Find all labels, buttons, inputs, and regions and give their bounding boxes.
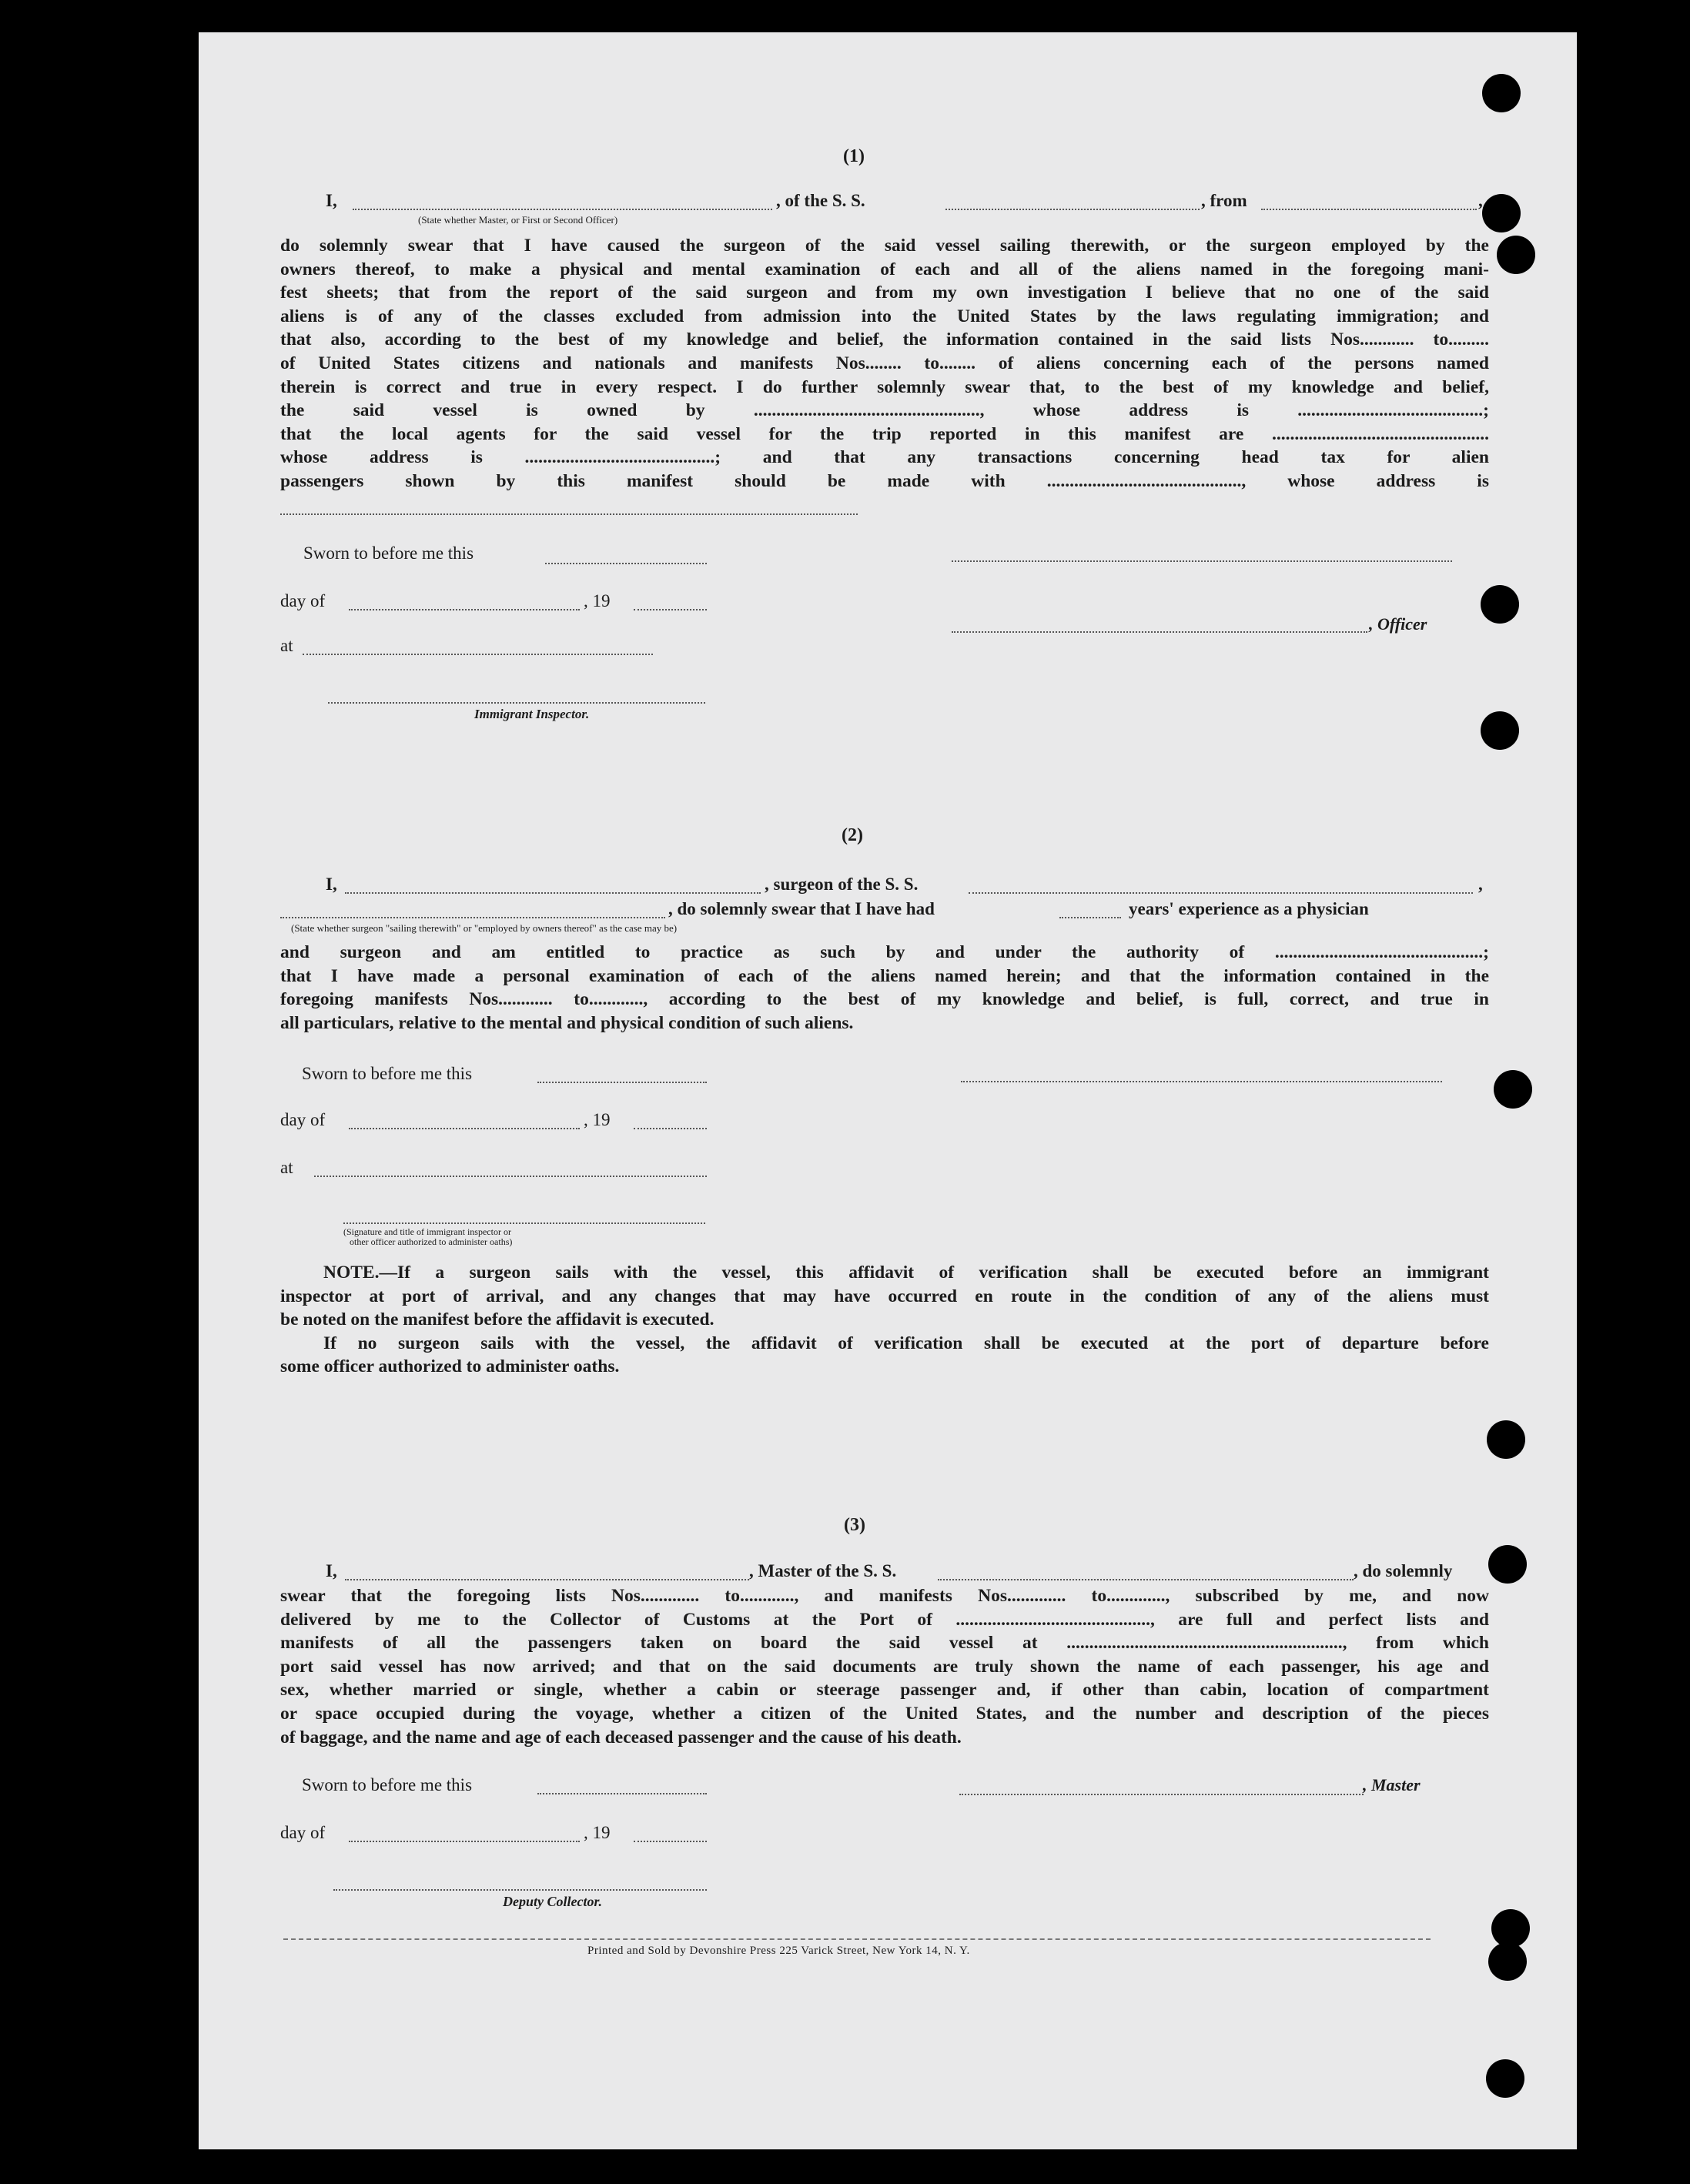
note-line: NOTE.—If a surgeon sails with the vessel, this affidavit of verification shall be executed before an immigrant [323,1263,1489,1283]
s1-of-ss-label: , of the S. S. [776,191,865,210]
note-line: inspector at port of arrival, and any changes that may have occurred en route in the condition of any of the aliens must [280,1286,1489,1306]
s3-line: of baggage, and the name and age of each deceased passenger and the cause of his death. [280,1727,962,1748]
s2-month-field[interactable] [349,1127,580,1129]
s1-inspector-signature-line[interactable] [328,702,705,704]
s2-signature-hint-1: (Signature and title of immigrant inspector or [343,1226,511,1237]
s1-line: do solemnly swear that I have caused the surgeon of the said vessel sailing therewith, or the surgeon employed by the [280,236,1489,256]
punch-hole [1482,74,1521,112]
punch-hole [1494,1070,1532,1109]
s3-day-of-label: day of [280,1823,326,1842]
s3-master-name-field[interactable] [345,1578,749,1580]
printer-footer: Printed and Sold by Devonshire Press 225 Varick Street, New York 14, N. Y. [587,1945,970,1957]
s3-line: sex, whether married or single, whether a cabin or steerage passenger and, if other than cabin, location of compartment [280,1680,1489,1701]
s1-line: owners thereof, to make a physical and mental examination of each and all of the aliens named in the foregoing mani- [280,259,1489,279]
punch-hole [1487,1420,1525,1459]
s1-line: passengers shown by this manifest should be made with ..........................................., whose address is [280,470,1489,491]
s3-line: port said vessel has now arrived; and that on the said documents are truly shown the name of each passenger, his age and [280,1656,1489,1677]
s2-surgeon-label: , surgeon of the S. S. [765,875,919,894]
s1-at-label: at [280,636,293,655]
s1-line: therein is correct and true in every respect. I do further solemnly swear that, to the best of my knowledge and belief, [280,376,1489,397]
s1-from-field[interactable] [1261,208,1477,210]
section-2-number: (2) [842,825,863,845]
s2-line: and surgeon and am entitled to practice as such by and under the authority of ..............................................; [280,942,1489,962]
punch-hole [1481,585,1519,624]
s2-year-field[interactable] [634,1127,707,1129]
s2-i-label: I, [326,875,337,894]
s1-officer-hint: (State whether Master, or First or Second Officer) [418,214,618,226]
s3-paragraph [280,1584,1489,1749]
s1-at-field[interactable] [303,653,653,655]
s3-master-signature-line[interactable] [959,1794,1364,1795]
s1-comma: , [1478,191,1483,210]
s1-day-of-label: day of [280,591,326,610]
s3-year-label: , 19 [584,1823,611,1842]
s1-inspector-label: Immigrant Inspector. [474,707,590,721]
s3-master-sign-label: , Master [1363,1775,1421,1794]
s3-sworn-label: Sworn to before me this [302,1775,473,1794]
s1-month-field[interactable] [349,608,580,610]
s1-i-label: I, [326,191,337,210]
s2-swear-label: , do solemnly swear that I have had [668,899,935,918]
s1-officer-label: , Officer [1369,614,1427,634]
s1-line: of United States citizens and nationals and manifests Nos........ to........ of aliens concerning each of the persons named [280,353,1489,373]
s3-line: delivered by me to the Collector of Customs at the Port of ..........................................., are full and perfect lists and [280,1609,1489,1630]
footer-rule [283,1938,1431,1940]
s2-vessel-field[interactable] [969,891,1473,894]
s2-at-field[interactable] [314,1175,707,1177]
s1-paragraph [280,234,1489,493]
note-line: If no surgeon sails with the vessel, the affidavit of verification shall be executed at the port of departure before [323,1333,1489,1353]
s1-from-label: , from [1201,191,1247,210]
s1-officer-signature-line-2[interactable] [952,631,1367,633]
s2-surgeon-type-field[interactable] [280,916,665,918]
s2-at-label: at [280,1158,293,1177]
s2-surgeon-signature-line[interactable] [961,1081,1442,1082]
s2-inspector-signature-line[interactable] [343,1222,705,1224]
s1-line: aliens is of any of the classes excluded from admission into the United States by the laws regulating immigration; and [280,306,1489,326]
s3-sworn-day-field[interactable] [537,1792,707,1794]
s1-officer-name-field[interactable] [353,208,772,210]
note-line: be noted on the manifest before the affidavit is executed. [280,1309,714,1330]
s3-line: swear that the foregoing lists Nos............. to............, and manifests Nos............. to............., subscribed by me, and now [280,1586,1489,1606]
s1-address-continuation-line[interactable] [280,513,858,515]
punch-hole [1488,1942,1527,1981]
s2-surgeon-name-field[interactable] [345,891,761,894]
punch-hole [1481,711,1519,750]
s1-vessel-field[interactable] [945,208,1200,210]
s3-collector-label: Deputy Collector. [503,1894,602,1909]
s2-years-field[interactable] [1059,916,1121,918]
section-1-number: (1) [843,146,865,166]
s1-sworn-label: Sworn to before me this [303,543,474,563]
s1-line: whose address is ..........................................; and that any transactions concerning head tax for alien [280,447,1489,468]
s2-surgeon-hint: (State whether surgeon "sailing therewith" or "employed by owners thereof" as the case may be) [291,922,678,934]
s2-signature-hint-2: other officer authorized to administer oaths) [350,1236,513,1247]
s3-line: or space occupied during the voyage, whether a citizen of the United States, and the number and description of the pieces [280,1703,1489,1724]
s2-years-label: years' experience as a physician [1129,899,1369,918]
s3-master-label: , Master of the S. S. [749,1561,897,1580]
s1-line: that also, according to the best of my knowledge and belief, the information contained in the said lists Nos............ to......... [280,329,1489,350]
s2-line: all particulars, relative to the mental and physical condition of such aliens. [280,1012,854,1033]
s1-line: the said vessel is owned by .................................................., whose address is .........................................; [280,400,1489,421]
note-paragraph [280,1261,1489,1379]
s2-day-of-label: day of [280,1110,326,1129]
s1-sworn-day-field[interactable] [545,562,707,564]
s3-collector-signature-line[interactable] [333,1889,707,1891]
s2-year-label: , 19 [584,1110,611,1129]
s3-month-field[interactable] [349,1840,580,1842]
s1-year-label: , 19 [584,591,611,610]
s3-vessel-field[interactable] [938,1578,1354,1580]
s2-sworn-label: Sworn to before me this [302,1064,473,1083]
s2-line: that I have made a personal examination of each of the aliens named herein; and that the information contained in the [280,965,1489,986]
punch-hole [1497,236,1535,274]
s1-line: that the local agents for the said vessel for the trip reported in this manifest are ................................................ [280,423,1489,444]
punch-hole [1488,1545,1527,1584]
s2-line: foregoing manifests Nos............ to............, according to the best of my knowledge and belief, is full, correct, and true in [280,989,1489,1010]
s1-year-field[interactable] [634,608,707,610]
punch-hole [1486,2059,1524,2098]
s3-year-field[interactable] [634,1840,707,1842]
section-3-number: (3) [844,1515,865,1535]
s1-line: fest sheets; that from the report of the said surgeon and from my own investigation I believe that no one of the said [280,283,1489,303]
form-page [199,32,1577,2149]
s2-paragraph [280,941,1489,1035]
punch-hole [1482,194,1521,232]
s3-i-label: I, [326,1561,337,1580]
s2-sworn-day-field[interactable] [537,1081,707,1083]
s3-line: manifests of all the passengers taken on board the said vessel at ............................................................., from which [280,1633,1489,1654]
s1-officer-signature-line-1[interactable] [952,560,1452,562]
s3-swear-label: , do solemnly [1354,1561,1453,1580]
note-line: some officer authorized to administer oaths. [280,1356,620,1377]
s2-comma: , [1478,875,1483,894]
